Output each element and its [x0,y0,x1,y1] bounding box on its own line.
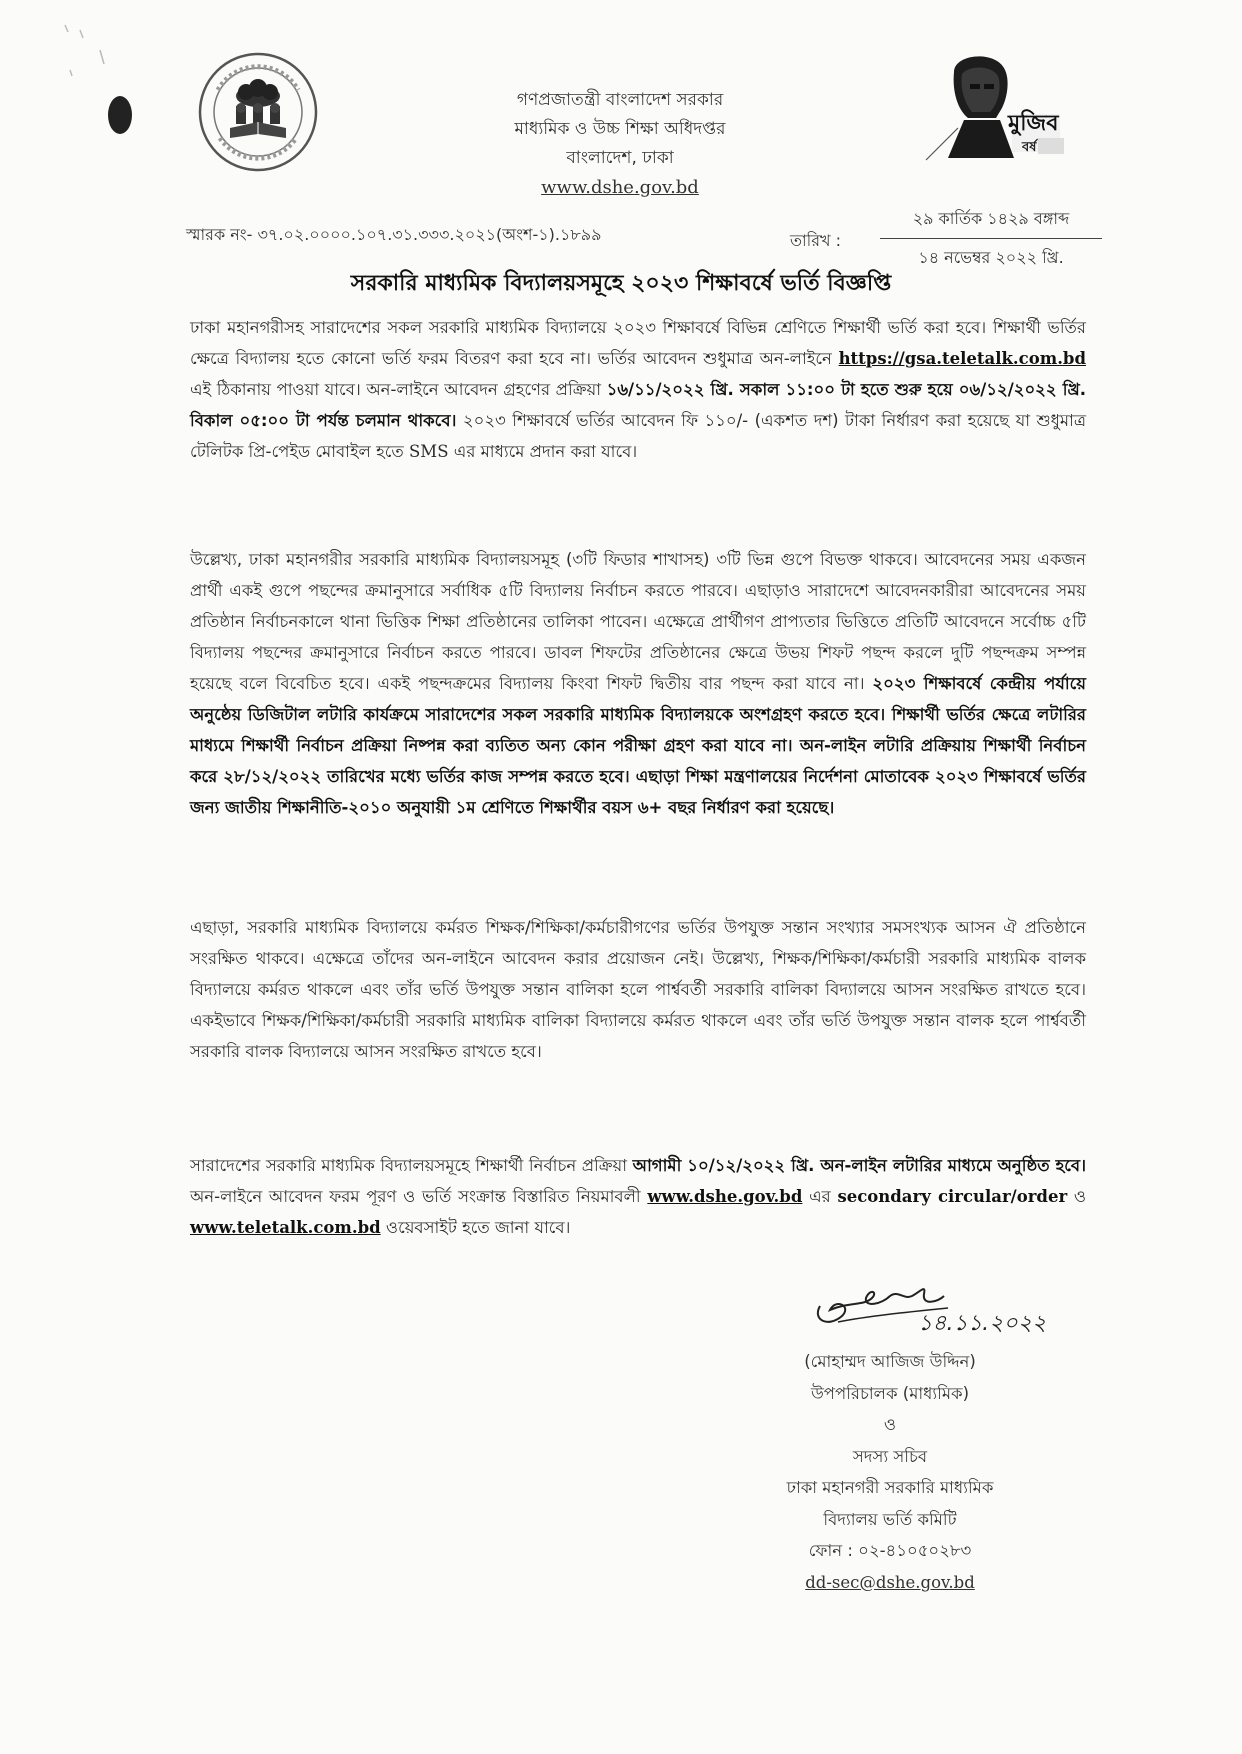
date-bangla: ২৯ কার্তিক ১৪২৯ বঙ্গাব্দ [880,206,1102,239]
paragraph-1 [190,312,1086,467]
dshe-website-link[interactable]: www.dshe.gov.bd [647,1187,803,1206]
borsho-logo-text: বর্ষ [1022,140,1037,155]
p4-circular: secondary circular/order [837,1187,1068,1206]
p4-lottery-date: আগামী ১০/১২/২০২২ খ্রি. অন-লাইন লটারির মাধ্যমে অনুষ্ঠিত হবে। [632,1156,1087,1175]
notice-title: সরকারি মাধ্যমিক বিদ্যালয়সমূহে ২০২৩ শিক্ষাবর্ষে ভর্তি বিজ্ঞপ্তি [350,271,892,296]
committee-role: সদস্য সচিব [852,1446,928,1466]
handwritten-signature [808,1276,1088,1356]
date-english: ১৪ নভেম্বর ২০২২ খ্রি. [918,248,1064,267]
punch-hole [108,96,132,134]
dshe-seal-logo [196,50,320,174]
p4-text-c: এর [809,1187,831,1206]
gsa-teletalk-link[interactable]: https://gsa.teletalk.com.bd [838,349,1087,368]
p1-text-c: ২০২৩ শিক্ষাবর্ষে ভর্তির আবেদন ফি ১১০/- (একশত দশ) টাকা নির্ধারণ করা হয়েছে যা শুধুমাত্র টেলিটক প্রি-পেইড মোবাইল হতে [190,411,1086,461]
p1-application-period: ১৬/১১/২০২২ খ্রি. সকাল ১১:০০ টা হতে শুরু হয়ে ০৬/১২/২০২২ খ্রি. বিকাল ০৫:০০ টা পর্যন্ত চলমান থাকবে। [190,380,1086,430]
p1-text-b: এই ঠিকানায় পাওয়া যাবে। অন-লাইনে আবেদন গ্রহণের প্রক্রিয়া [190,380,602,399]
conjunction: ও [883,1415,897,1434]
p4-text-e: ওয়েবসাইট হতে জানা যাবে। [385,1218,571,1237]
p4-text-b: অন-লাইনে আবেদন ফরম পূরণ ও ভর্তি সংক্রান্ত বিস্তারিত নিয়মাবলী [190,1187,641,1206]
p2-lottery-notice: ২০২৩ শিক্ষাবর্ষে কেন্দ্রীয় পর্যায়ে অনুষ্ঠেয় ডিজিটাল লটারি কার্যক্রমে সারাদেশের সকল সরকারি মাধ্যমিক বিদ্যালয়কে অংশগ্রহণ করতে হবে। শিক্ষার্থী ভর্তির ক্ষেত্রে লটারির মাধ্যমে শিক্ষার্থী নির্বাচন প্রক্রিয়া নিষ্পন্ন করা ব্যতিত অন্য কোন পরীক্ষা গ্রহণ করা যাবে না। অন-লাইন লটারি প্রক্রিয়ায় শিক্ষার্থী নির্বাচন করে ২৮/১২/২০২২ তারিখের মধ্যে ভর্তির কাজ সম্পন্ন করতে হবে। এছাড়া শিক্ষা মন্ত্রণালয়ের নির্দেশনা মোতাবেক ২০২৩ শিক্ষাবর্ষে ভর্তির জন্য জাতীয় শিক্ষানীতি-২০১০ অনুযায়ী ১ম শ্রেণিতে শিক্ষার্থীর বয়স ৬+ বছর নির্ধারণ করা হয়েছে। [190,674,1086,817]
phone-number: ফোন : ০২-৪১০৫০২৮৩ [808,1541,972,1560]
date-label: তারিখ : [790,231,842,250]
header-website-link[interactable]: www.dshe.gov.bd [541,177,699,198]
directorate-name: মাধ্যমিক ও উচ্চ শিক্ষা অধিদপ্তর [514,119,726,139]
mujib-borsho-logo [918,48,1068,178]
paragraph-4 [190,1150,1086,1243]
p4-text-d: ও [1073,1187,1086,1206]
signatory-name: (মোহাম্মদ আজিজ উদ্দিন) [804,1352,976,1371]
scan-edge-marks [60,20,120,90]
p2-text-a: উল্লেখ্য, ঢাকা মহানগরীর সরকারি মাধ্যমিক বিদ্যালয়সমূহ (৩টি ফিডার শাখাসহ) ৩টি ভিন্ন গুপে বিভক্ত থাকবে। আবেদনের সময় একজন প্রার্থী একই গুপে পছন্দের ক্রমানুসারে সর্বাধিক ৫টি বিদ্যালয় নির্বাচন করতে পারবে। এছাড়াও সারাদেশে আবেদনকারীরা আবেদনের সময় প্রতিষ্ঠান নির্বাচনকালে থানা ভিত্তিক শিক্ষা প্রতিষ্ঠানের তালিকা পাবেন। এক্ষেত্রে প্রার্থীগণ প্রাপ্যতার ভিত্তিতে প্রতিটি আবেদনে সর্বোচ্চ ৫টি বিদ্যালয় পছন্দের ক্রমানুসারে নির্বাচন করতে পারবে। ডাবল শিফটের প্রতিষ্ঠানের ক্ষেত্রে উভয় শিফট পছন্দ করলে দুটি পছন্দক্রম সম্পন্ন হয়েছে বলে বিবেচিত হবে। একই পছন্দক্রমের বিদ্যালয় কিংবা শিফট দ্বিতীয় বার পছন্দ করা যাবে না। [190,550,1086,693]
p1-text-d: এর মাধ্যমে প্রদান করা যাবে। [453,442,638,461]
signatory-designation: উপপরিচালক (মাধ্যমিক) [810,1383,970,1403]
government-name: গণপ্রজাতন্ত্রী বাংলাদেশ সরকার [516,90,724,110]
paragraph-3 [190,912,1086,1067]
p1-sms: SMS [409,442,449,461]
date-block [880,206,1102,272]
letterhead [460,86,780,202]
email-link[interactable]: dd-sec@dshe.gov.bd [805,1572,975,1592]
teletalk-website-link[interactable]: www.teletalk.com.bd [190,1218,381,1237]
mujib-logo-text: মুজিব [1008,111,1059,136]
committee-name-2: বিদ্যালয় ভর্তি কমিটি [823,1509,957,1529]
p1-text-a: ঢাকা মহানগরীসহ সারাদেশের সকল সরকারি মাধ্যমিক বিদ্যালয়ে ২০২৩ শিক্ষাবর্ষে বিভিন্ন শ্রেণিতে শিক্ষার্থী ভর্তি করা হবে। শিক্ষার্থী ভর্তির ক্ষেত্রে বিদ্যালয় হতে কোনো ভর্তি ফরম বিতরণ করা হবে না। ভর্তির আবেদন শুধুমাত্র অন-লাইনে [190,318,1086,368]
memo-number: স্মারক নং- ৩৭.০২.০০০০.১০৭.৩১.৩৩৩.২০২১(অংশ-১).১৮৯৯ [186,225,602,244]
signature-date: ১৪.১১.২০২২ [918,1311,1047,1336]
location: বাংলাদেশ, ঢাকা [566,148,674,168]
p4-text-a: সারাদেশের সরকারি মাধ্যমিক বিদ্যালয়সমূহে শিক্ষার্থী নির্বাচন প্রক্রিয়া [190,1156,628,1175]
paragraph-2 [190,544,1086,823]
signatory-block [700,1346,1080,1598]
committee-name-1: ঢাকা মহানগরী সরকারি মাধ্যমিক [786,1478,994,1497]
p3-text: এছাড়া, সরকারি মাধ্যমিক বিদ্যালয়ে কর্মরত শিক্ষক/শিক্ষিকা/কর্মচারীগণের ভর্তির উপযুক্ত সন্তান সংখ্যার সমসংখ্যক আসন ঐ প্রতিষ্ঠানে সংরক্ষিত থাকবে। এক্ষেত্রে তাঁদের অন-লাইনে আবেদন করার প্রয়োজন নেই। উল্লেখ্য, শিক্ষক/শিক্ষিকা/কর্মচারী সরকারি মাধ্যমিক বালক বিদ্যালয়ে কর্মরত থাকলে এবং তাঁর ভর্তি উপযুক্ত সন্তান বালিকা হলে পার্শ্ববর্তী সরকারি বালিকা বিদ্যালয়ে আসন সংরক্ষিত রাখতে হবে। একইভাবে শিক্ষক/শিক্ষিকা/কর্মচারী সরকারি মাধ্যমিক বালিকা বিদ্যালয়ে কর্মরত থাকলে এবং তাঁর ভর্তি উপযুক্ত সন্তান বালক হলে পার্শ্ববর্তী সরকারি বালক বিদ্যালয়ে আসন সংরক্ষিত রাখতে হবে। [190,918,1086,1061]
